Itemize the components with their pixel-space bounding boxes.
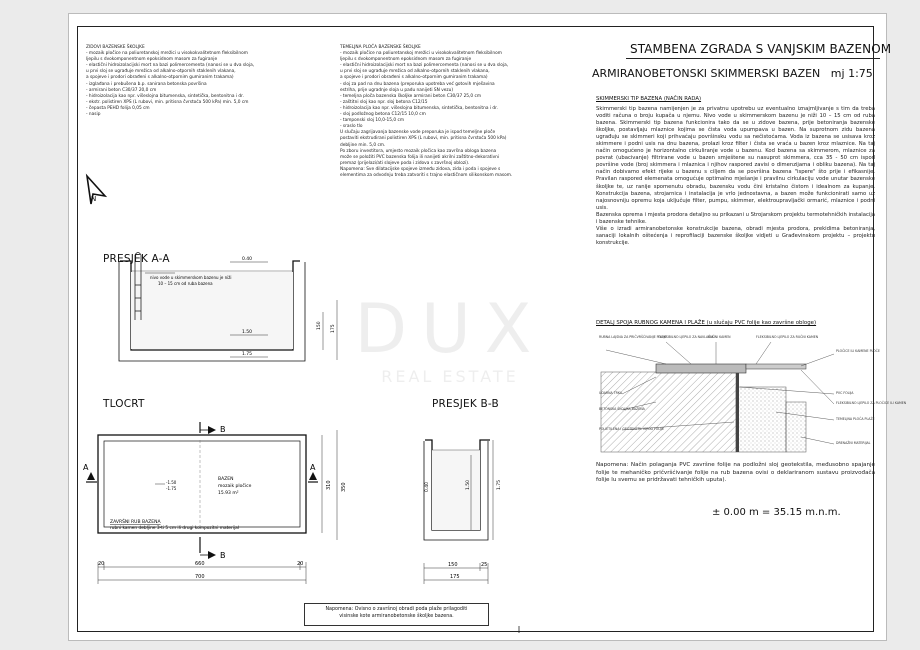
spec-walls-line: u prvi sloj se ugrađuje mrežica od alkalno-otpornih staklenih vlakana, xyxy=(86,69,236,75)
aa-water-note-2: 10 – 15 cm od ruba bazena xyxy=(158,281,213,286)
drawing-subtitle-text: ARMIRANOBETONSKI SKIMMERSKI BAZEN xyxy=(592,67,821,80)
spec-floor-line: - sloj za pad na dnu bazena (preporuka upotreba već gotovih mješavina xyxy=(340,81,495,87)
detail-note: Napomena: Način polaganja PVC završne folije na podložni sloj geotekstila, međusobno spajanje folije te mehaničko pričvršćivanje folije na rub bazena ovisi o deklariranom sustavu proizvođača folije lu svemu se pridržavati tehničkih uputa). xyxy=(596,462,875,484)
spec-walls-line: - čepasta PEHD folija 0,05 cm xyxy=(86,105,150,111)
section-bb-drawing xyxy=(424,440,502,584)
spec-floor-line: - zaštitni sloj kao npr. sloj betona C12/15 xyxy=(340,99,428,105)
detail-label-drainage: DRENAŽNI MATERIJAL xyxy=(836,441,871,445)
level-minus-150: -1.50 xyxy=(166,480,177,485)
detail-label-pvc: PVC FOLIJA xyxy=(836,391,854,395)
section-bb-title: PRESJEK B-B xyxy=(432,398,499,410)
spec-floor-line: elementima za odvodnju treba zatvoriti s trajno elastičnom silikonskom masom. xyxy=(340,172,513,178)
pool-name: BAZEN xyxy=(218,477,234,482)
skimmer-paragraph-1: Skimmerski tip bazena namijenjen je za privatnu upotrebu uz eventualno iznajmljivanje s tim da treba voditi računa o broju kupača u njemu. Nivo vode u skimmerskom bazenu je niži 10 – 15 cm od ruba bazena. Skimmerski tip bazena funkcionira tako da se u zidove bazena, prije betoniranja bazenske školjke, postavljaju mlaznice kojima se čista voda upumpava u bazen. Na suprotnom zidu bazena ugrađuju se skimmeri koji prihvaćaju površinsku vodu sa nečistoćama. Voda iz bazena se usisava kroz skimmere i podni usis na dnu bazena, prolazi kroz filter i čista se vraća u bazen kroz mlaznice. Na taj način omogućeno je horizontalno cirkuliranje vode u bazenu. Kod bazena sa skimmerom, mlaznice za povrat (ubacivanje) filtrirane vode u bazen smještene su nasuprot skimmera, cca 35 - 50 cm ispod površine vode (broj skimmera i mlaznica i njihov raspored zavisi o dimenzijama i obliku bazena). Na taj način dobivamo efekt rijeke u bazenu s ciljem da se površina bazena "ispere" što prije i efikasnije. Pravilan raspored elemenata omogućuje optimalno mješanje i pravilnu cirkulaciju vode unutar bazenske školjke te, uz ranije spomenutu obradu, bazensku vodu čini kristalno čistom i idealnom za kupanje. Konstrukcija bazena, strojarnica i instalacija je vrlo jednostavna, a bazen može funkcionirati samo uz najosnovniju opremu koja uključuje filter, pumpu, skimmer, elektroupravljački ormarić, mlaznice i podni usis. xyxy=(596,106,875,211)
aa-water-note-1: nivo vode u skimmerskom bazenu je niži xyxy=(150,275,232,280)
spec-walls-line: - mozaik pločice na poliuretanskoj mrežici u visokokvalitetnom fleksibilnom xyxy=(86,51,248,57)
bb-dim-175: 175 xyxy=(450,574,460,580)
spec-floor-line: - tamponski sloj 10,0-15,0 cm xyxy=(340,118,405,124)
dim-350: 350 xyxy=(341,482,347,492)
spec-floor-line: Napomena: Sve dilatacijske spojeve između zidova, zida i poda i spojeve s xyxy=(340,166,501,172)
spec-floor-line: a spojeve i prodori obrađeni s alkalno-otpornim gumiranim trakama) xyxy=(340,75,488,81)
skimmer-paragraph-2: Bazenska oprema i mjesta prodora detaljno su prikazani u Strojarskom projektu termotehničkih instalacija i bazenske tehnike. xyxy=(596,211,875,225)
spec-floor-line: Po zboru investitora, umjesto mozaik pločica kao završna obloga bazena xyxy=(340,148,497,154)
plan-title: TLOCRT xyxy=(103,398,145,410)
pool-finish: mozaik pločice xyxy=(218,484,252,489)
spec-floor-line: - temeljna ploča bazenska školjke armirani beton C30/37 25,0 cm xyxy=(340,93,482,99)
marker-b-bottom: B xyxy=(220,551,226,560)
dim-660: 660 xyxy=(195,561,205,567)
spec-floor-line: - sraslo tlo xyxy=(340,124,363,130)
detail-label-tile-glue: FLEKSIBILNO LJEPILO ZA PLOČICE ILI KAMEN xyxy=(836,401,907,405)
spec-walls-line: a spojeve i prodori obrađeni s alkalno-otpornim gumiranim trakama) xyxy=(86,75,234,81)
section-marker-b-top xyxy=(200,422,226,434)
detail-label-geotextile: POLIETILENA I GEOTEKSTIL ISPOD FOLIJE xyxy=(599,427,664,431)
skimmer-paragraph-3: Više o izradi armiranobetonske konstrukcije bazena, obradi mjesta prodora, prekidima betoniranja, sanaciji lokalnih oštećenja i reprofilaciji bazenske školjke vidjeti u Građevinskom projektu – projektu konstrukcije. xyxy=(596,225,875,246)
spec-floor-line: - elastični hidroizolacijski mort na bazi polimercementa (nanosi se u dva sloja, xyxy=(340,63,509,69)
spec-walls-line: - hidroizolacija kao npr. višeslojna bitumenska, sintetička, bentonitna i dr. xyxy=(86,93,244,99)
detail-label-rail: RUBNA LAJSNA ZA PRIČVRŠĆIVANJE FOLIJE xyxy=(599,335,667,339)
bb-dim-150-h: 1.50 xyxy=(466,479,471,490)
section-marker-a-left xyxy=(83,463,97,482)
aa-dim-h2: 175 xyxy=(331,324,336,333)
dim-310: 310 xyxy=(326,480,332,490)
bb-dim-25: 25 xyxy=(481,562,488,568)
section-heading-detail: DETALJ SPOJA RUBNOG KAMENA I PLAŽE (u slučaju PVC folije kao završne obloge) xyxy=(596,320,817,326)
detail-label-strip: UDARNA TRKA xyxy=(599,391,623,395)
spec-floor-line: - hidroizolacija kao npr. višeslojna bitumenska, sintetička, bentonitna i dr. xyxy=(340,105,498,111)
spec-floor-line: postaviti ekstrudirani polistiren XPS (L rubovi, min. pritisna čvrstoća 500 kPa) xyxy=(340,136,507,142)
detail-label-stone: RUČNI KAMEN xyxy=(708,335,731,339)
spec-floor-line: ljepilu s dvokomponentnom epoksidnom masom za fugiranje xyxy=(340,57,472,63)
note-line-2: visinske kote armiranobetonske školjke bazena. xyxy=(339,614,454,619)
spec-floor-line: u prvi sloj se ugrađuje mrežica od alkalno-otpornih staklenih vlakana, xyxy=(340,69,490,75)
marker-a-right: A xyxy=(310,463,316,472)
spec-floor-heading: TEMELJNA PLOČA BAZENSKE ŠKOLJKE xyxy=(340,45,421,50)
spec-walls-line: - armirani beton C30/37 20,0 cm xyxy=(86,87,157,93)
detail-label-shell: BETONSKA ŠKOLJKA BAZENA xyxy=(599,407,645,411)
spec-walls-line: - izglađana i prebušena b.p. sanirana betonska površina xyxy=(86,81,207,87)
section-heading-skimmer: SKIMMERSKI TIP BAZENA (NAČIN RADA) xyxy=(596,96,702,102)
marker-b-top: B xyxy=(220,425,226,434)
project-title: STAMBENA ZGRADA S VANJSKIM BAZENOM xyxy=(630,42,892,56)
plan-drawing xyxy=(83,422,347,584)
spec-walls-line: ljepilu s dvokomponentnom epoksidnom masom za fugiranje xyxy=(86,57,218,63)
north-arrow-icon xyxy=(87,176,105,204)
section-marker-a-right xyxy=(308,463,318,482)
detail-label-beach-slab: TEMELJNA PLOČA PLAŽE xyxy=(836,417,875,421)
spec-walls-line: - nasip xyxy=(86,112,101,118)
marker-a-left: A xyxy=(83,463,89,472)
spec-floor-line: U slučaju zagrijavanja bazenske vode preporuka je ispod temeljne ploče xyxy=(340,130,496,136)
aa-dim-bot: 1.75 xyxy=(242,352,253,357)
detail-label-tiles: PLOČICE ILI KAMENE PLOČE xyxy=(836,349,880,353)
spec-walls-line: - ekstr. polistiren XPS (L rubovi, min. pritisna čvrstoća 500 kPa) min. 5,0 cm xyxy=(86,99,249,105)
spec-floor-line: - mozaik pločice na poliuretanskoj mrežici u visokokvalitetnom fleksibilnom xyxy=(340,51,502,57)
drawing-scale: mj 1:75 xyxy=(830,67,873,80)
spec-walls-line: - elastični hidroizolacijski mort na bazi polimercementa (nanosi se u dva sloja, xyxy=(86,63,255,69)
section-marker-b-bottom xyxy=(200,537,226,560)
dim-700: 700 xyxy=(195,574,205,580)
rim-title: ZAVRŠNI RUB BAZENA xyxy=(110,520,161,525)
spec-floor-line: estriha, prije ugradnje sloja u padu nanijeti SN vezu) xyxy=(340,87,454,93)
dim-20-right: 20 xyxy=(297,561,304,567)
spec-walls-heading: ZIDOVI BAZENSKE ŠKOLJKE xyxy=(86,45,145,50)
dim-20-left: 20 xyxy=(98,561,105,567)
spec-floor-line: može se položiti PVC bazenska folija ili nanijeti akrilni zaštitno-dekorativni xyxy=(340,154,500,160)
section-aa-drawing xyxy=(119,253,337,362)
aa-dim-mid: 1.50 xyxy=(242,330,253,335)
aa-dim-h1: 150 xyxy=(317,321,322,330)
pool-area: 15.93 m² xyxy=(218,491,239,496)
aa-dim-top: 0.40 xyxy=(242,257,253,262)
detail-label-glue: FLEKSIBILNO LJEPILO ZA NAVLAČKU xyxy=(658,335,715,339)
level-minus-175: -1.75 xyxy=(166,486,177,491)
bb-dim-150: 150 xyxy=(448,562,458,568)
rim-text: rubni kamen debljine 3-ti 5 cm ili drugi kompozitni materijal xyxy=(110,526,239,531)
section-aa-title: PRESJEK A-A xyxy=(103,253,170,265)
bb-dim-175-h: 1.75 xyxy=(497,479,502,490)
note-line-1: Napomena: Ovisno o završnoj obradi poda plaže prilagoditi xyxy=(325,607,468,612)
spec-floor-line: premaz (prijelazi/ati slojeve poda i zidova s završnoj oblozi). xyxy=(340,160,470,166)
detail-label-stone-glue: FLEKSIBILNO LJEPILO ZA RUČNI KAMEN xyxy=(756,335,819,339)
spec-floor-line: - sloj podložnog betona C12/15 10,0 cm xyxy=(340,112,426,118)
bb-dim-040: 0.40 xyxy=(425,481,430,492)
elevation-reference: ± 0.00 m = 35.15 m.n.m. xyxy=(712,507,841,518)
note-box xyxy=(304,603,489,626)
spec-floor-line: debljine min. 5,0 cm. xyxy=(340,142,386,148)
north-label: N xyxy=(91,195,97,203)
